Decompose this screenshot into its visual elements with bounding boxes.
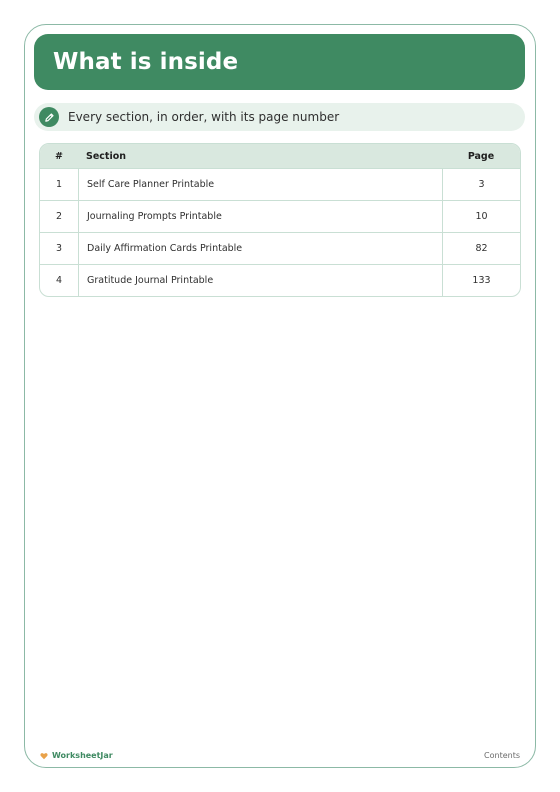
page-frame bbox=[24, 24, 536, 768]
row-page: 133 bbox=[442, 265, 520, 296]
row-section: Self Care Planner Printable bbox=[78, 169, 442, 200]
table-row bbox=[40, 200, 520, 232]
footer-brand-name: WorksheetJar bbox=[52, 751, 113, 760]
table-header bbox=[40, 144, 520, 168]
row-number: 2 bbox=[55, 211, 63, 222]
title-banner bbox=[34, 34, 525, 90]
table-row bbox=[40, 232, 520, 264]
row-number: 1 bbox=[55, 179, 63, 190]
column-header-number: # bbox=[55, 150, 63, 162]
table-row bbox=[40, 168, 520, 200]
row-section: Journaling Prompts Printable bbox=[78, 201, 442, 232]
row-section: Daily Affirmation Cards Printable bbox=[78, 233, 442, 264]
pencil-icon bbox=[39, 107, 59, 127]
table-row bbox=[40, 264, 520, 296]
footer-brand bbox=[40, 751, 113, 760]
footer-section-label: Contents bbox=[484, 751, 520, 760]
contents-table bbox=[39, 143, 521, 297]
column-header-section: Section bbox=[86, 150, 127, 162]
page-title: What is inside bbox=[53, 49, 239, 75]
row-page: 82 bbox=[442, 233, 520, 264]
row-page: 10 bbox=[442, 201, 520, 232]
column-header-page: Page bbox=[467, 150, 495, 162]
row-number: 3 bbox=[55, 243, 63, 254]
subtitle-bar bbox=[34, 103, 525, 131]
subtitle-text: Every section, in order, with its page number bbox=[68, 110, 340, 124]
row-number: 4 bbox=[55, 275, 63, 286]
row-section: Gratitude Journal Printable bbox=[78, 265, 442, 296]
heart-icon bbox=[40, 752, 48, 760]
row-page: 3 bbox=[442, 169, 520, 200]
